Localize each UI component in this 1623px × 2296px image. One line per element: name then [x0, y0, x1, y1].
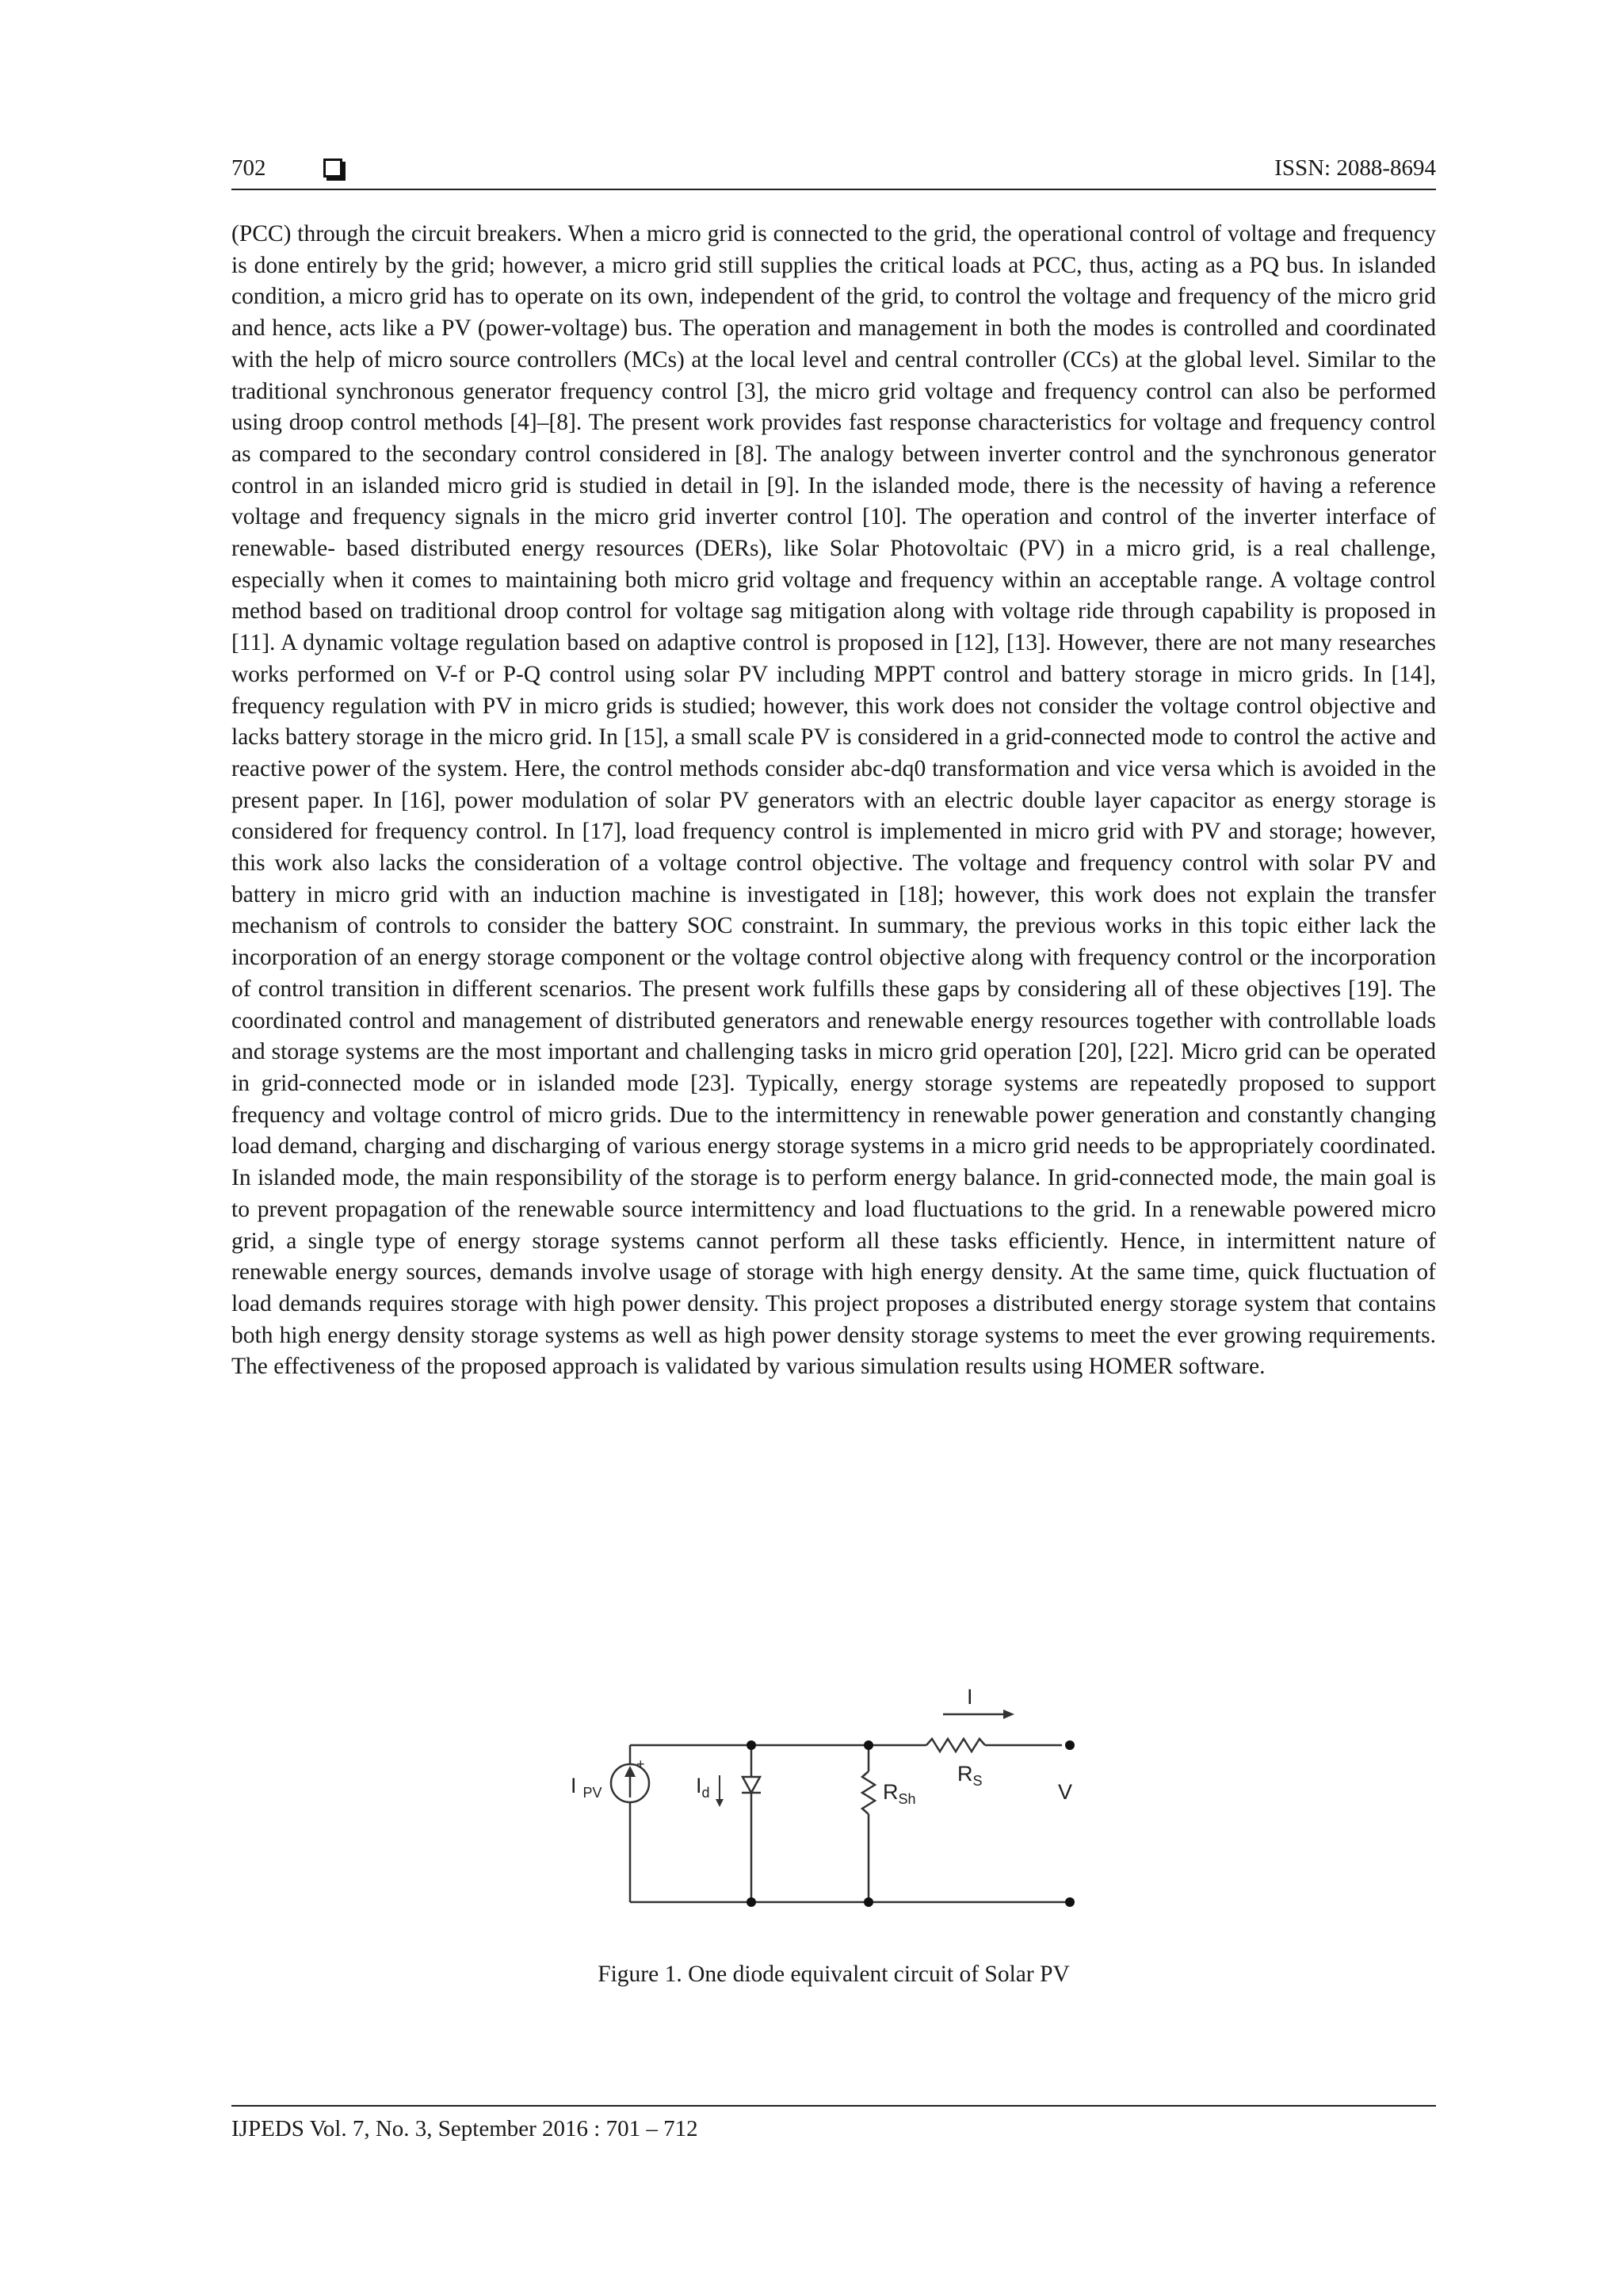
label-rs-main: R: [957, 1762, 973, 1786]
page-footer: [231, 2105, 1436, 2142]
label-rsh: [883, 1780, 916, 1807]
circuit-nodes: [747, 1740, 1075, 1907]
square-bullet-icon: [323, 159, 342, 178]
page-number: 702: [231, 155, 266, 181]
label-rs: [957, 1762, 983, 1789]
label-ipv: [571, 1774, 602, 1801]
page-header: [231, 155, 1436, 190]
label-id: [696, 1774, 710, 1801]
label-plus: +: [636, 1756, 645, 1772]
label-current-i: I: [967, 1685, 973, 1709]
label-rs-sub: S: [972, 1773, 983, 1789]
label-id-sub: d: [701, 1785, 710, 1801]
circuit-figure: [555, 1664, 1109, 1926]
label-voltage: V: [1058, 1780, 1073, 1804]
issn-label: ISSN: 2088-8694: [1274, 155, 1436, 181]
label-rsh-sub: Sh: [898, 1791, 916, 1807]
footer-citation: IJPEDS Vol. 7, No. 3, September 2016 : 701 – 712: [231, 2116, 698, 2141]
circuit-wires: [630, 1714, 1073, 1902]
body-paragraph: (PCC) through the circuit breakers. When a micro grid is connected to the grid, the operational control of voltage and frequency is done entirely by the grid; however, a micro grid still supplies the critical loads at PCC, thus, acting as a PQ bus. In islanded condition, a micro grid has to operate on its own, independent of the grid, to control the voltage and frequency of the micro grid and hence, acts like a PV (power-voltage) bus. The operation and management in both the modes is controlled and coordinated with the help of micro source controllers (MCs) at the local level and central controller (CCs) at the global level. Similar to the traditional synchronous generator frequency control [3], the micro grid voltage and frequency control can also be performed using droop control methods [4]–[8]. The present work provides fast response characteristics for voltage and frequency control as compared to the secondary control considered in [8]. The analogy between inverter control and the synchronous generator control in an islanded micro grid is studied in detail in [9]. In the islanded mode, there is the necessity of having a reference voltage and frequency signals in the micro grid inverter control [10]. The operation and control of the inverter interface of renewable- based distributed energy resources (DERs), like Solar Photovoltaic (PV) in a micro grid, is a real challenge, especially when it comes to maintaining both micro grid voltage and frequency within an acceptable range. A voltage control method based on traditional droop control for voltage sag mitigation along with voltage ride through capability is proposed in [11]. A dynamic voltage regulation based on adaptive control is proposed in [12], [13]. However, there are not many researches works performed on V-f or P-Q control using solar PV including MPPT control and battery storage in micro grids. In [14], frequency regulation with PV in micro grids is studied; however, this work does not consider the voltage control objective and lacks battery storage in the micro grid. In [15], a small scale PV is considered in a grid-connected mode to control the active and reactive power of the system. Here, the control methods consider abc-dq0 transformation and vice versa which is avoided in the present paper. In [16], power modulation of solar PV generators with an electric double layer capacitor as energy storage is considered for frequency control. In [17], load frequency control is implemented in micro grid with PV and storage; however, this work also lacks the consideration of a voltage control objective. The voltage and frequency control with solar PV and battery in micro grid with an induction machine is investigated in [18]; however, this work does not explain the transfer mechanism of controls to consider the battery SOC constraint. In summary, the previous works in this topic either lack the incorporation of an energy storage component or the voltage control objective along with frequency control or the incorporation of control transition in different scenarios. The present work fulfills these gaps by considering all of these objectives [19]. The coordinated control and management of distributed generators and renewable energy resources together with controllable loads and storage systems are the most important and challenging tasks in micro grid operation [20], [22]. Micro grid can be operated in grid-connected mode or in islanded mode [23]. Typically, energy storage systems are repeatedly proposed to support frequency and voltage control of micro grids. Due to the intermittency in renewable power generation and constantly changing load demand, charging and discharging of various energy storage systems in a micro grid needs to be appropriately coordinated. In islanded mode, the main responsibility of the storage is to perform energy balance. In grid-connected mode, the main goal is to prevent propagation of the renewable source intermittency and load fluctuations to the grid. In a renewable powered micro grid, a single type of energy storage systems cannot perform all these tasks efficiently. Hence, in intermittent nature of renewable energy sources, demands involve usage of storage with high energy density. At the same time, quick fluctuation of load demands requires storage with high power density. This project proposes a distributed energy storage system that contains both high energy density storage systems as well as high power density storage systems to meet the ever growing requirements. The effectiveness of the proposed approach is validated by various simulation results using HOMER software.: [231, 221, 1436, 1380]
figure-caption: Figure 1. One diode equivalent circuit of Solar PV: [598, 1962, 1070, 1987]
label-rsh-main: R: [883, 1780, 899, 1804]
label-ipv-sub: PV: [582, 1785, 602, 1801]
label-ipv-main: I: [571, 1774, 577, 1797]
diode-icon: [743, 1777, 760, 1793]
circuit-diagram: [555, 1664, 1109, 1926]
label-id-main: I: [696, 1774, 702, 1797]
